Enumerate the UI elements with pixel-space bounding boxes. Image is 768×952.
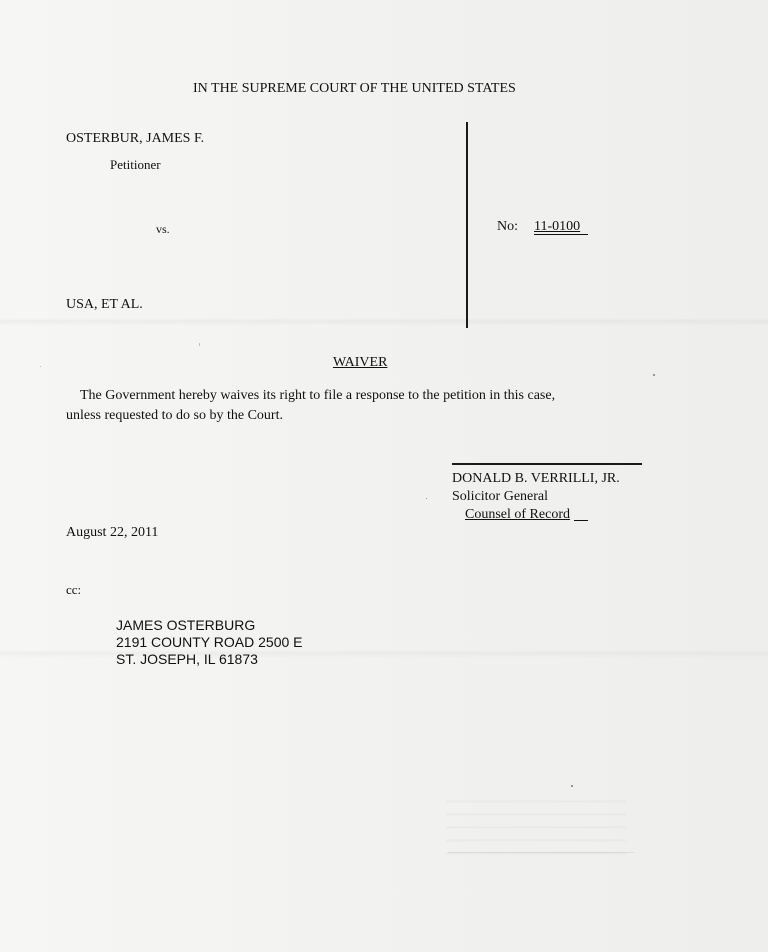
waiver-body-line-2: unless requested to do so by the Court. — [66, 408, 283, 423]
signer-title: Solicitor General — [452, 489, 549, 504]
waiver-title: WAIVER — [333, 355, 388, 370]
waiver-body-line-1: The Government hereby waives its right to file a response to the petition in this case, — [80, 388, 556, 403]
cc-address-line-3: ST. JOSEPH, IL 61873 — [116, 651, 258, 667]
signer-name: DONALD B. VERRILLI, JR. — [452, 471, 620, 486]
cc-label: cc: — [66, 582, 82, 597]
bleed-through-artifact — [446, 790, 626, 858]
cc-address-line-1: JAMES OSTERBURG — [116, 617, 256, 633]
document-date: August 22, 2011 — [66, 525, 159, 540]
court-title: IN THE SUPREME COURT OF THE UNITED STATES — [193, 81, 516, 96]
signer-role: Counsel of Record — [465, 507, 570, 522]
bleed-through-line — [448, 852, 634, 853]
scan-speck — [426, 498, 427, 499]
petitioner-role: Petitioner — [110, 157, 161, 172]
respondent-name: USA, ET AL. — [66, 297, 143, 312]
scan-speck — [199, 343, 200, 346]
petitioner-name: OSTERBUR, JAMES F. — [66, 131, 205, 146]
signature-line — [452, 463, 642, 465]
docket-label: No: — [497, 219, 518, 234]
caption-divider — [466, 122, 468, 328]
cc-address-line-2: 2191 COUNTY ROAD 2500 E — [116, 634, 303, 650]
docket-number: 11-0100 — [534, 219, 588, 235]
scan-speck — [40, 366, 41, 367]
signer-role-underline — [574, 520, 588, 521]
scan-speck — [571, 785, 573, 787]
versus-label: vs. — [156, 222, 170, 236]
scan-speck — [653, 374, 655, 376]
